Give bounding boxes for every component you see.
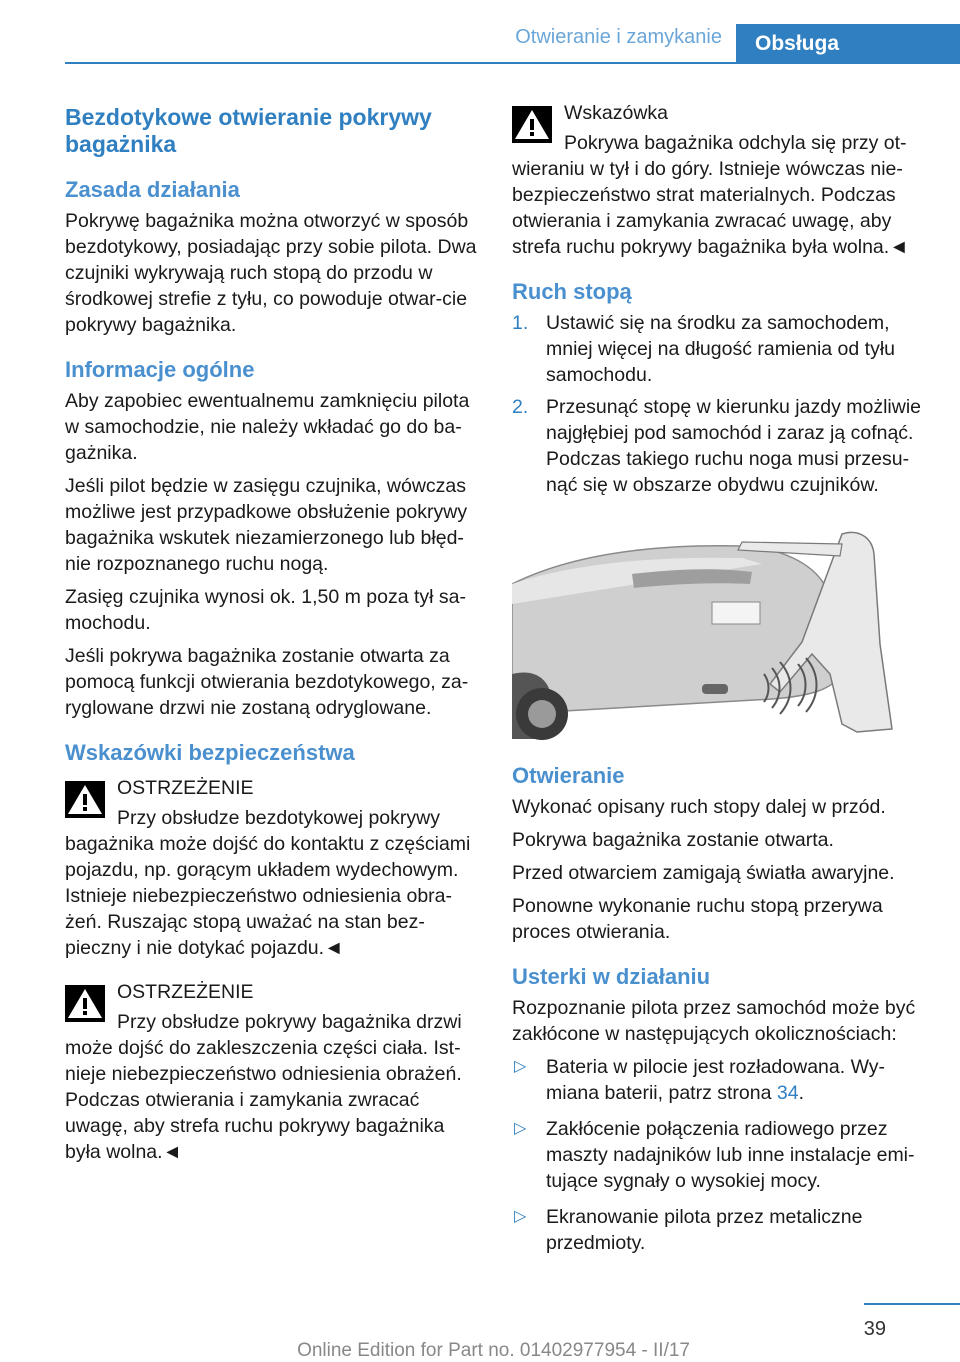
heading-zasada: Zasada działania [65,177,240,202]
bullet-tail: . [798,1082,804,1104]
paragraph: Rozpoznanie pilota przez samochód może być zakłócone w następujących okolicznościach: [512,997,916,1045]
list-item [512,1116,928,1194]
paragraph: Aby zapobiec ewentualnemu zamknięciu pilota w samochodzie, nie należy wkładać go do ba-gażnika. [65,390,470,464]
warning-title: OSTRZEŻENIE [117,981,254,1003]
step-number: 1. [512,312,529,334]
heading-wskazowki: Wskazówki bezpieczeństwa [65,740,355,765]
warning-triangle-icon [65,781,105,818]
paragraph: Wykonać opisany ruch stopy dalej w przód. [512,796,886,818]
warning-body: Przy obsłudze pokrywy bagażnika drzwi może dojść do zakleszczenia części ciała. Ist-nieje niebezpieczeństwo odniesienia obrażeń. Podczas otwierania i zamykania zwracać uwagę, aby strefa ruchu pokrywy bagażnika była wolna.◄ [65,1011,462,1163]
header-section: Otwieranie i zamykanie [515,26,722,48]
car-rear-foot-sensor-illustration [512,524,928,744]
heading-informacje: Informacje ogólne [65,357,255,382]
paragraph: Przed otwarciem zamigają światła awaryjne. [512,862,895,884]
list-item [512,1204,928,1256]
right-column [512,100,928,1266]
paragraph: Pokrywę bagażnika można otworzyć w sposób bezdotykowy, posiadając przy sobie pilota. Dwa czujniki wykrywają ruch stopą do przodu w środkowej strefie z tyłu, co powoduje otwar-cie pokrywy bagażnika. [65,210,477,336]
triangle-right-icon: ▷ [514,1120,527,1137]
warning-triangle-icon [65,985,105,1022]
step-text: Przesunąć stopę w kierunku jazdy możliwie najgłębiej pod samochód i zaraz ją cofnąć. Podczas takiego ruchu noga musi przesu-nąć się w obszarze obydwu czujników. [546,396,921,496]
note-body: Pokrywa bagażnika odchyla się przy ot-wieraniu w tył i do góry. Istnieje wówczas nie-bezpieczeństwo strat materialnych. Podczas otwierania i zamykania zwracać uwagę, aby strefa ruchu pokrywy bagażnika była wolna.◄ [512,132,909,258]
header-tab: Obsługa [736,24,960,64]
left-column [65,98,481,1183]
triangle-right-icon: ▷ [514,1208,527,1225]
section-title: Bezdotykowe otwieranie pokrywy bagażnika [65,104,432,157]
list-item [512,1054,928,1106]
heading-otwieranie: Otwieranie [512,763,625,788]
paragraph: Jeśli pilot będzie w zasięgu czujnika, wówczas możliwe jest przypadkowe obsłużenie pokrywy bagażnika wskutek niezamierzonego lub błęd-nie rozpoznanego ruchu nogą. [65,475,468,575]
paragraph: Ponowne wykonanie ruchu stopą przerywa proces otwierania. [512,895,883,943]
bullet-text: Bateria w pilocie jest rozładowana. Wy-miana baterii, patrz strona [546,1056,886,1104]
page-link[interactable]: 34 [776,1082,799,1104]
list-item [512,310,928,388]
heading-usterki: Usterki w działaniu [512,964,711,989]
warning-block [65,775,481,961]
steps-list [512,310,928,498]
footer-rule [864,1303,960,1305]
heading-ruch-stopa: Ruch stopą [512,279,632,304]
step-text: Ustawić się na środku za samochodem, mniej więcej na długość ramienia od tyłu samochodu. [546,312,896,386]
warning-body: Przy obsłudze bezdotykowej pokrywy bagażnika może dojść do kontaktu z częściami pojazdu, np. gorącym układem wydechowym. Istnieje niebezpieczeństwo odniesienia obra-żeń. Ruszając stopą uważać na stan bez-pieczny i nie dotykać pojazdu.◄ [65,807,471,959]
note-block [512,100,928,260]
warning-title: OSTRZEŻENIE [117,777,254,799]
bullet-text: Zakłócenie połączenia radiowego przez maszty nadajników lub inne instalacje emi-tujące sygnały o wysokiej mocy. [546,1118,915,1192]
footer-edition: Online Edition for Part no. 01402977954 - II/17 [297,1340,690,1361]
warning-triangle-icon [512,106,552,143]
bullet-text: Ekranowanie pilota przez metaliczne przedmioty. [546,1206,863,1254]
warning-block [65,979,481,1165]
list-item [512,394,928,498]
step-number: 2. [512,396,529,418]
paragraph: Jeśli pokrywa bagażnika zostanie otwarta za pomocą funkcji otwierania bezdotykowego, za-ryglowane drzwi nie zostaną odryglowane. [65,645,469,719]
paragraph: Pokrywa bagażnika zostanie otwarta. [512,829,834,851]
note-title: Wskazówka [564,102,669,124]
paragraph: Zasięg czujnika wynosi ok. 1,50 m poza tył sa-mochodu. [65,586,467,634]
issues-list [512,1054,928,1256]
triangle-right-icon: ▷ [514,1058,527,1075]
page-number: 39 [863,1318,886,1340]
